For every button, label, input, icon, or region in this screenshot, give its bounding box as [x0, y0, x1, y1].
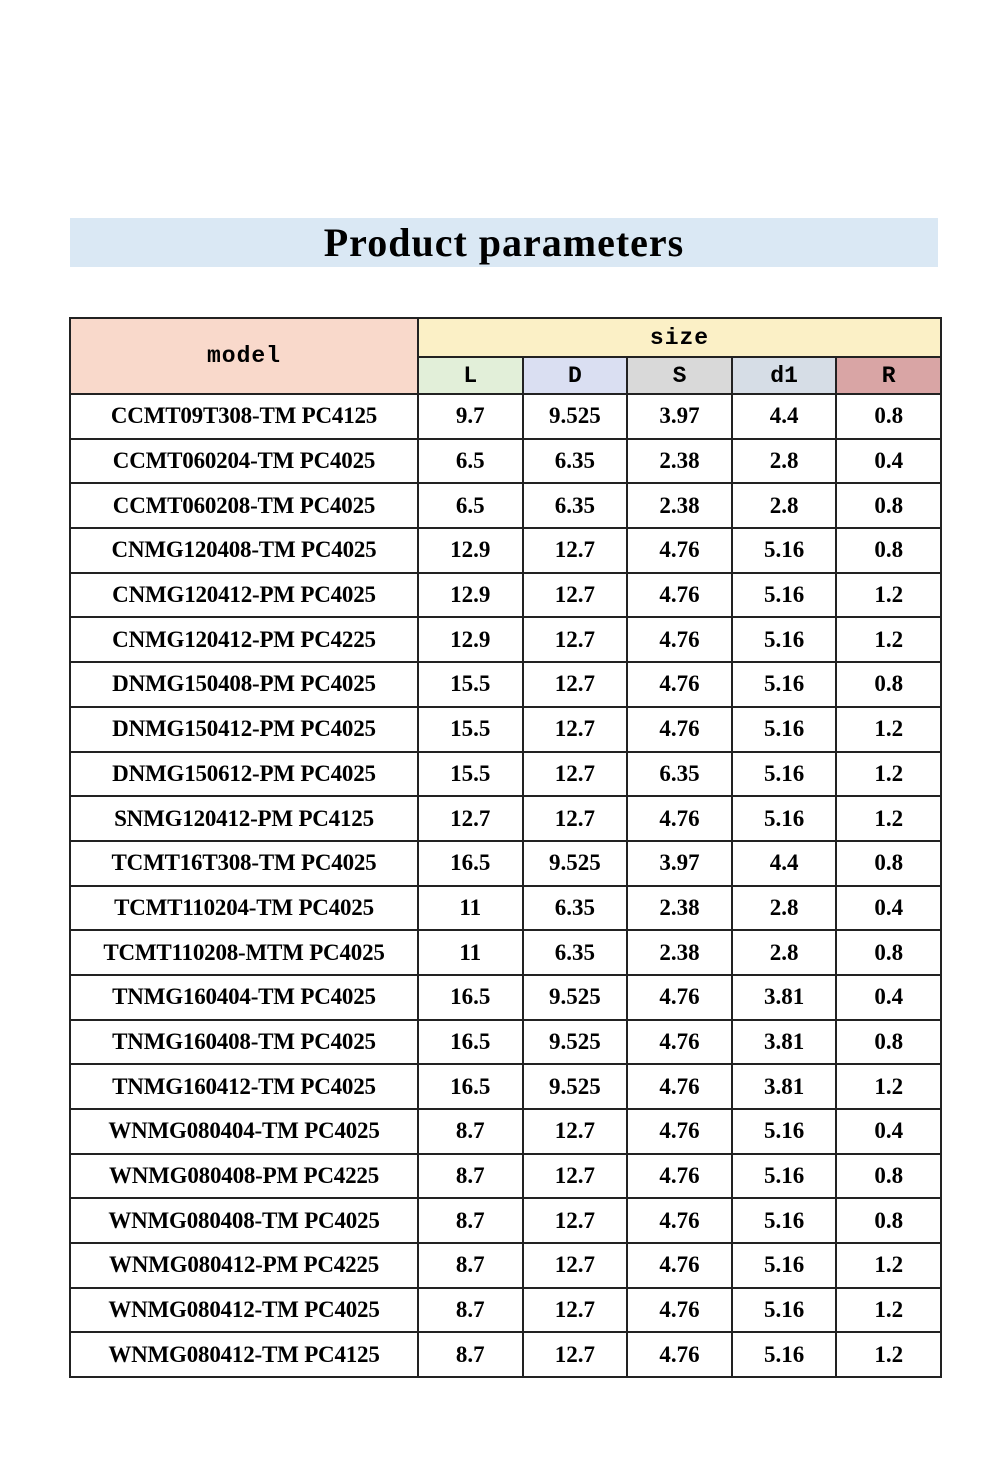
- model-cell: CNMG120412-PM PC4025: [70, 573, 418, 618]
- value-cell-L: 8.7: [418, 1332, 523, 1377]
- table-row: [70, 1064, 941, 1109]
- model-cell: CCMT09T308-TM PC4125: [70, 394, 418, 439]
- value-cell-L: 8.7: [418, 1288, 523, 1333]
- table-row: [70, 439, 941, 484]
- value-cell-D: 12.7: [523, 573, 628, 618]
- value-cell-L: 12.9: [418, 528, 523, 573]
- model-cell: TNMG160408-TM PC4025: [70, 1020, 418, 1065]
- model-cell: DNMG150612-PM PC4025: [70, 752, 418, 797]
- value-cell-R: 1.2: [836, 752, 941, 797]
- title-banner: [70, 218, 938, 267]
- value-cell-L: 12.9: [418, 573, 523, 618]
- value-cell-L: 8.7: [418, 1198, 523, 1243]
- value-cell-d1: 2.8: [732, 483, 837, 528]
- value-cell-D: 9.525: [523, 1064, 628, 1109]
- table-body: [70, 394, 941, 1377]
- value-cell-R: 0.8: [836, 841, 941, 886]
- value-cell-R: 0.8: [836, 483, 941, 528]
- table-row: [70, 975, 941, 1020]
- value-cell-R: 0.8: [836, 394, 941, 439]
- value-cell-S: 2.38: [627, 439, 732, 484]
- value-cell-R: 1.2: [836, 707, 941, 752]
- value-cell-D: 12.7: [523, 707, 628, 752]
- page-title: Product parameters: [323, 219, 685, 265]
- value-cell-R: 0.4: [836, 439, 941, 484]
- value-cell-S: 4.76: [627, 1154, 732, 1199]
- model-column-header: model: [70, 318, 418, 394]
- table-row: [70, 1109, 941, 1154]
- table-row: [70, 617, 941, 662]
- value-cell-S: 4.76: [627, 1064, 732, 1109]
- table-row: [70, 930, 941, 975]
- value-cell-D: 12.7: [523, 752, 628, 797]
- value-cell-R: 0.8: [836, 930, 941, 975]
- value-cell-S: 4.76: [627, 1243, 732, 1288]
- value-cell-L: 8.7: [418, 1109, 523, 1154]
- value-cell-S: 4.76: [627, 1198, 732, 1243]
- value-cell-L: 6.5: [418, 439, 523, 484]
- value-cell-L: 8.7: [418, 1243, 523, 1288]
- table-row: [70, 1154, 941, 1199]
- model-cell: TCMT110204-TM PC4025: [70, 886, 418, 931]
- value-cell-d1: 5.16: [732, 528, 837, 573]
- value-cell-S: 3.97: [627, 841, 732, 886]
- value-cell-D: 9.525: [523, 841, 628, 886]
- table-row: [70, 662, 941, 707]
- value-cell-L: 16.5: [418, 1064, 523, 1109]
- value-cell-D: 6.35: [523, 886, 628, 931]
- value-cell-R: 0.8: [836, 1020, 941, 1065]
- value-cell-S: 4.76: [627, 528, 732, 573]
- value-cell-d1: 5.16: [732, 1288, 837, 1333]
- value-cell-D: 9.525: [523, 1020, 628, 1065]
- value-cell-R: 0.8: [836, 1154, 941, 1199]
- table-row: [70, 394, 941, 439]
- model-cell: TNMG160412-TM PC4025: [70, 1064, 418, 1109]
- table-row: [70, 1332, 941, 1377]
- value-cell-d1: 2.8: [732, 930, 837, 975]
- table-row: [70, 841, 941, 886]
- table-row: [70, 483, 941, 528]
- value-cell-d1: 5.16: [732, 752, 837, 797]
- table-row: [70, 1020, 941, 1065]
- model-cell: TCMT16T308-TM PC4025: [70, 841, 418, 886]
- value-cell-S: 2.38: [627, 483, 732, 528]
- table-row: [70, 752, 941, 797]
- value-cell-D: 9.525: [523, 975, 628, 1020]
- value-cell-D: 12.7: [523, 1288, 628, 1333]
- value-cell-R: 1.2: [836, 796, 941, 841]
- value-cell-d1: 5.16: [732, 617, 837, 662]
- value-cell-D: 12.7: [523, 1154, 628, 1199]
- model-cell: SNMG120412-PM PC4125: [70, 796, 418, 841]
- value-cell-R: 0.8: [836, 1198, 941, 1243]
- value-cell-D: 12.7: [523, 662, 628, 707]
- value-cell-S: 2.38: [627, 930, 732, 975]
- value-cell-S: 6.35: [627, 752, 732, 797]
- column-header-d1: d1: [732, 357, 837, 394]
- model-cell: WNMG080412-TM PC4125: [70, 1332, 418, 1377]
- value-cell-R: 1.2: [836, 1332, 941, 1377]
- value-cell-S: 4.76: [627, 796, 732, 841]
- value-cell-L: 16.5: [418, 975, 523, 1020]
- value-cell-L: 12.9: [418, 617, 523, 662]
- size-group-header: size: [418, 318, 941, 357]
- value-cell-D: 9.525: [523, 394, 628, 439]
- value-cell-d1: 5.16: [732, 573, 837, 618]
- value-cell-L: 15.5: [418, 707, 523, 752]
- model-cell: CCMT060208-TM PC4025: [70, 483, 418, 528]
- value-cell-d1: 3.81: [732, 1020, 837, 1065]
- value-cell-d1: 5.16: [732, 1109, 837, 1154]
- value-cell-d1: 5.16: [732, 1198, 837, 1243]
- model-cell: DNMG150408-PM PC4025: [70, 662, 418, 707]
- value-cell-R: 1.2: [836, 617, 941, 662]
- value-cell-R: 0.8: [836, 662, 941, 707]
- value-cell-d1: 5.16: [732, 662, 837, 707]
- value-cell-L: 11: [418, 930, 523, 975]
- value-cell-S: 2.38: [627, 886, 732, 931]
- table-row: [70, 796, 941, 841]
- value-cell-R: 0.4: [836, 1109, 941, 1154]
- value-cell-d1: 5.16: [732, 1332, 837, 1377]
- value-cell-D: 6.35: [523, 930, 628, 975]
- value-cell-D: 12.7: [523, 1332, 628, 1377]
- table-row: [70, 528, 941, 573]
- value-cell-D: 12.7: [523, 796, 628, 841]
- value-cell-S: 4.76: [627, 1109, 732, 1154]
- value-cell-L: 15.5: [418, 662, 523, 707]
- value-cell-L: 16.5: [418, 841, 523, 886]
- value-cell-R: 1.2: [836, 1064, 941, 1109]
- value-cell-S: 4.76: [627, 617, 732, 662]
- value-cell-L: 6.5: [418, 483, 523, 528]
- model-cell: TCMT110208-MTM PC4025: [70, 930, 418, 975]
- table-row: [70, 1243, 941, 1288]
- value-cell-d1: 5.16: [732, 1243, 837, 1288]
- column-header-S: S: [627, 357, 732, 394]
- column-header-L: L: [418, 357, 523, 394]
- value-cell-L: 12.7: [418, 796, 523, 841]
- value-cell-S: 3.97: [627, 394, 732, 439]
- model-cell: DNMG150412-PM PC4025: [70, 707, 418, 752]
- model-cell: CNMG120408-TM PC4025: [70, 528, 418, 573]
- value-cell-d1: 2.8: [732, 886, 837, 931]
- model-cell: WNMG080408-TM PC4025: [70, 1198, 418, 1243]
- value-cell-D: 12.7: [523, 1198, 628, 1243]
- value-cell-S: 4.76: [627, 1020, 732, 1065]
- model-cell: CNMG120412-PM PC4225: [70, 617, 418, 662]
- value-cell-L: 16.5: [418, 1020, 523, 1065]
- product-parameters-table: [69, 317, 942, 1378]
- value-cell-R: 1.2: [836, 1288, 941, 1333]
- value-cell-D: 6.35: [523, 439, 628, 484]
- value-cell-S: 4.76: [627, 1288, 732, 1333]
- value-cell-R: 1.2: [836, 1243, 941, 1288]
- value-cell-S: 4.76: [627, 1332, 732, 1377]
- value-cell-d1: 5.16: [732, 707, 837, 752]
- table-row: [70, 707, 941, 752]
- value-cell-D: 6.35: [523, 483, 628, 528]
- table-row: [70, 1288, 941, 1333]
- value-cell-S: 4.76: [627, 975, 732, 1020]
- value-cell-D: 12.7: [523, 528, 628, 573]
- value-cell-L: 8.7: [418, 1154, 523, 1199]
- model-cell: CCMT060204-TM PC4025: [70, 439, 418, 484]
- table-row: [70, 573, 941, 618]
- header-row-top: [70, 318, 941, 357]
- value-cell-S: 4.76: [627, 573, 732, 618]
- model-cell: WNMG080408-PM PC4225: [70, 1154, 418, 1199]
- value-cell-R: 1.2: [836, 573, 941, 618]
- column-header-D: D: [523, 357, 628, 394]
- value-cell-D: 12.7: [523, 1109, 628, 1154]
- value-cell-L: 9.7: [418, 394, 523, 439]
- value-cell-D: 12.7: [523, 617, 628, 662]
- value-cell-R: 0.4: [836, 886, 941, 931]
- value-cell-R: 0.4: [836, 975, 941, 1020]
- model-cell: TNMG160404-TM PC4025: [70, 975, 418, 1020]
- value-cell-S: 4.76: [627, 662, 732, 707]
- table-row: [70, 886, 941, 931]
- value-cell-d1: 5.16: [732, 796, 837, 841]
- value-cell-D: 12.7: [523, 1243, 628, 1288]
- value-cell-R: 0.8: [836, 528, 941, 573]
- model-cell: WNMG080412-PM PC4225: [70, 1243, 418, 1288]
- model-cell: WNMG080404-TM PC4025: [70, 1109, 418, 1154]
- value-cell-d1: 4.4: [732, 394, 837, 439]
- model-cell: WNMG080412-TM PC4025: [70, 1288, 418, 1333]
- value-cell-d1: 5.16: [732, 1154, 837, 1199]
- value-cell-d1: 3.81: [732, 1064, 837, 1109]
- value-cell-d1: 3.81: [732, 975, 837, 1020]
- value-cell-L: 11: [418, 886, 523, 931]
- value-cell-d1: 2.8: [732, 439, 837, 484]
- table-row: [70, 1198, 941, 1243]
- value-cell-d1: 4.4: [732, 841, 837, 886]
- value-cell-L: 15.5: [418, 752, 523, 797]
- value-cell-S: 4.76: [627, 707, 732, 752]
- column-header-R: R: [836, 357, 941, 394]
